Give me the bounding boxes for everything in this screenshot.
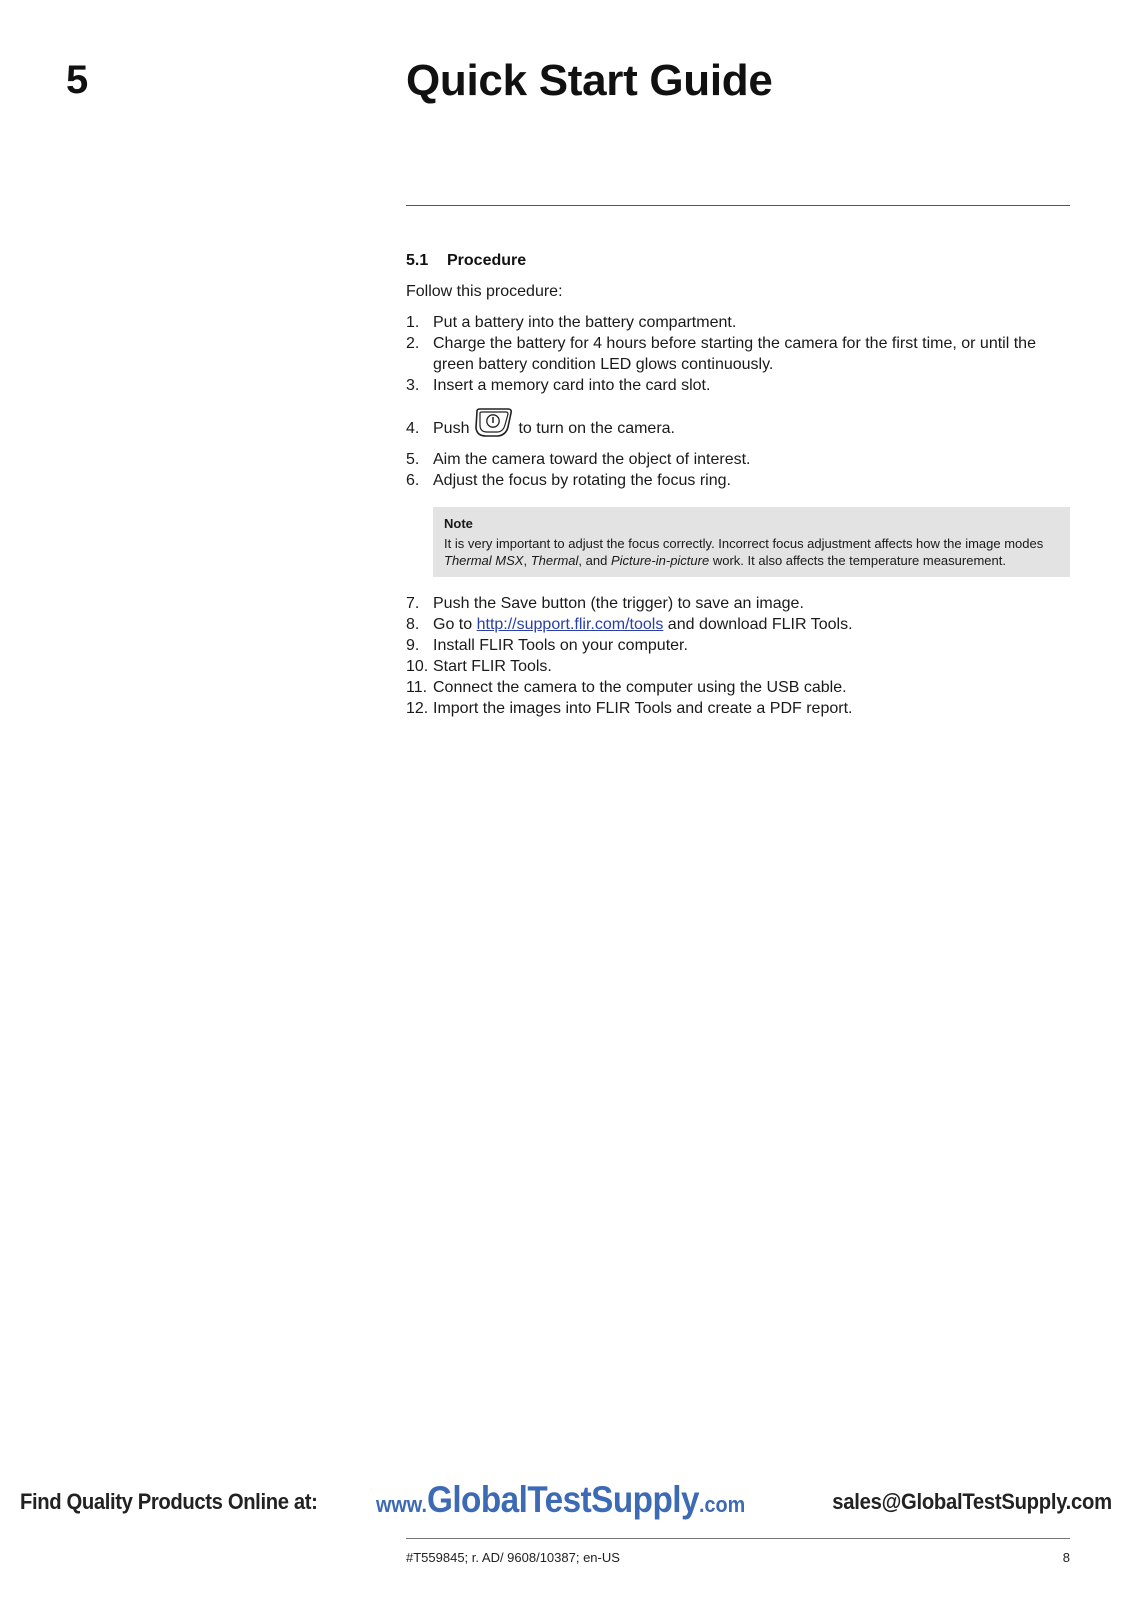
- step-text: Aim the camera toward the object of interest.: [433, 451, 751, 468]
- step-text-after: to turn on the camera.: [518, 420, 675, 437]
- step-text: Push the Save button (the trigger) to save an image.: [433, 595, 804, 612]
- procedure-steps-continued: [406, 593, 1070, 719]
- step-text: Connect the camera to the computer using the USB cable.: [433, 679, 847, 696]
- step-text: Put a battery into the battery compartment.: [433, 314, 737, 331]
- banner-tld: .com: [698, 1492, 746, 1517]
- step-number: 6.: [406, 472, 420, 489]
- step-8: [406, 614, 1070, 635]
- step-text: Charge the battery for 4 hours before starting the camera for the first time, or until the green battery condition LED glows continuously.: [433, 335, 1036, 373]
- procedure-steps: [406, 312, 1070, 491]
- step-text: Adjust the focus by rotating the focus ring.: [433, 472, 731, 489]
- banner-www: www.: [376, 1492, 427, 1517]
- step-number: 2.: [406, 335, 420, 352]
- step-number: 7.: [406, 595, 420, 612]
- banner-brand: GlobalTestSupply: [426, 1479, 699, 1520]
- support-link[interactable]: http://support.flir.com/tools: [476, 616, 664, 633]
- mode-picture-in-picture: Picture-in-picture: [610, 553, 710, 568]
- step-6: [406, 470, 1070, 491]
- document-reference: #T559845; r. AD/ 9608/10387; en-US: [406, 1550, 620, 1565]
- power-button-icon: [472, 407, 514, 439]
- step-text: [433, 614, 1070, 635]
- step-number: 4.: [406, 420, 420, 437]
- note-text: [444, 535, 1058, 569]
- note-separator: ,: [523, 553, 528, 568]
- step-9: [406, 635, 1070, 656]
- step-7: [406, 593, 1070, 614]
- main-content: [406, 250, 1070, 719]
- note-box: [433, 507, 1070, 577]
- step-text: Install FLIR Tools on your computer.: [433, 637, 688, 654]
- banner-website-link[interactable]: [376, 1479, 745, 1521]
- intro-text: Follow this procedure:: [406, 283, 563, 300]
- step-number: 5.: [406, 451, 420, 468]
- step-4: [406, 407, 1070, 439]
- section-title: Procedure: [447, 252, 527, 269]
- note-text-part: It is very important to adjust the focus correctly. Incorrect focus adjustment affects how the image modes: [444, 536, 1044, 551]
- step-number: 10.: [406, 658, 429, 675]
- mode-thermal: Thermal: [530, 553, 579, 568]
- page-number: 8: [1062, 1550, 1070, 1565]
- promo-banner: [0, 1479, 1132, 1525]
- step-text: [433, 407, 1070, 439]
- step-2: [406, 333, 1070, 375]
- section-heading: [406, 250, 1070, 271]
- step-number: 11.: [406, 679, 428, 696]
- step-number: 1.: [406, 314, 420, 331]
- chapter-title: Quick Start Guide: [406, 56, 773, 105]
- step-text: Insert a memory card into the card slot.: [433, 377, 711, 394]
- step-number: 8.: [406, 616, 420, 633]
- mode-thermal-msx: Thermal MSX: [444, 553, 524, 568]
- step-text: Import the images into FLIR Tools and create a PDF report.: [433, 700, 853, 717]
- step-text-after: and download FLIR Tools.: [667, 616, 853, 633]
- step-11: [406, 677, 1070, 698]
- step-5: [406, 449, 1070, 470]
- note-title: Note: [444, 516, 473, 531]
- step-12: [406, 698, 1070, 719]
- step-number: 3.: [406, 377, 420, 394]
- footer-divider: [406, 1538, 1070, 1539]
- step-3: [406, 375, 1070, 396]
- title-divider: [406, 205, 1070, 206]
- step-number: 9.: [406, 637, 420, 654]
- banner-tagline: Find Quality Products Online at:: [20, 1489, 318, 1514]
- step-text: Start FLIR Tools.: [433, 658, 552, 675]
- chapter-number: 5: [66, 58, 89, 102]
- step-1: [406, 312, 1070, 333]
- banner-email-link[interactable]: sales@GlobalTestSupply.com: [832, 1489, 1112, 1514]
- step-text-before: Push: [433, 420, 470, 437]
- note-text-part: work. It also affects the temperature measurement.: [712, 553, 1006, 568]
- section-number: 5.1: [406, 252, 429, 269]
- step-number: 12.: [406, 700, 429, 717]
- step-text-before: Go to: [433, 616, 473, 633]
- note-separator: , and: [578, 553, 608, 568]
- step-10: [406, 656, 1070, 677]
